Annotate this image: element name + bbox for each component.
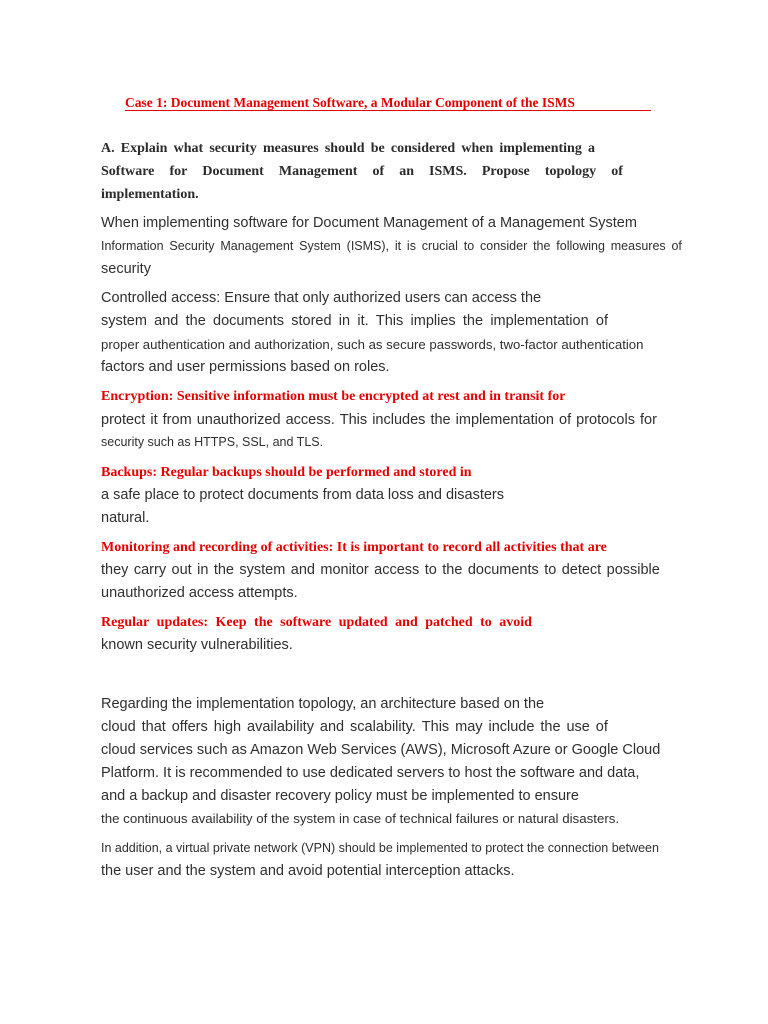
word: System [299,239,341,253]
word: and [290,562,315,578]
word: Explain [120,141,168,156]
word: considered [390,141,456,156]
word: unauthorized [196,412,281,428]
word: Security [169,239,215,253]
word: and [154,313,179,329]
word: stored [291,313,332,329]
word: access. [285,412,335,428]
word: Management [220,239,294,253]
word: of [559,412,572,428]
word: system [239,562,286,578]
word: of [372,164,385,179]
word: it [150,412,158,428]
question-line-2 [101,165,623,179]
encryption-heading: Encryption: Sensitive information must be encrypted at rest and in transit for [101,389,566,404]
word: implementation [455,412,554,428]
word: and [395,615,418,630]
backups-line-2: natural. [101,510,150,526]
word: it [394,239,402,253]
word: documents [467,562,539,578]
controlled-access-line-2 [101,314,608,329]
word: Management [278,164,358,179]
intro-line-2 [101,240,682,253]
monitoring-heading: Monitoring and recording of activities: It is important to record all activities that are [101,540,607,555]
topology-line-1: Regarding the implementation topology, an architecture based on the [101,696,545,712]
word: software [280,615,332,630]
word: to [463,239,475,253]
word: should [324,141,365,156]
word: the [185,313,206,329]
word: may [455,719,483,735]
word: to [480,615,492,630]
word: of [595,719,608,735]
word: the [462,313,484,329]
word: avoid [499,615,532,630]
word: the [442,562,463,578]
word: updates: [156,615,209,630]
word: in [197,562,209,578]
monitoring-line-1 [101,563,660,578]
word: out [171,562,192,578]
word: is [406,239,416,253]
backups-line-1: a safe place to protect documents from data loss and disasters [101,487,504,503]
word: measures [610,239,666,253]
topology-line-6: the continuous availability of the system in case of technical failures or natural disasters. [101,811,620,826]
word: ISMS. [429,164,467,179]
topology-line-4: Platform. It is recommended to use dedicated servers to host the software and data, [101,765,640,781]
word: an [399,164,414,179]
word: This [375,313,404,329]
word: Information [101,239,164,253]
word: A. [101,141,115,156]
question-line-3: implementation. [101,187,199,202]
controlled-access-line-3: proper authentication and authorization, such as secure passwords, two-factor authentication [101,337,644,352]
word: Software [101,164,155,179]
word: patched [425,615,473,630]
word: in [338,313,351,329]
word: the [533,239,551,253]
word: security [209,141,257,156]
word: topology [544,164,597,179]
word: updated [338,615,388,630]
word: implementation [490,313,589,329]
word: the [430,412,451,428]
controlled-access-line-4: factors and user permissions based on roles. [101,359,390,375]
word: the [254,615,273,630]
word: Keep [215,615,247,630]
word: carry [133,562,167,578]
topology-line-3: cloud services such as Amazon Web Services (AWS), Microsoft Azure or Google Cloud [101,742,661,758]
vpn-line-2: the user and the system and avoid potential interception attacks. [101,863,515,879]
word: the [540,719,561,735]
word: be [370,141,385,156]
word: of [671,239,682,253]
word: Propose [481,164,530,179]
word: of [595,313,608,329]
word: Document [202,164,264,179]
word: includes [372,412,426,428]
word: to [544,562,557,578]
word: cloud [101,719,136,735]
word: for [169,164,188,179]
word: that [141,719,166,735]
word: when [461,141,494,156]
word: This [339,412,368,428]
word: for [640,412,657,428]
topology-line-5: and a backup and disaster recovery policy must be implemented to ensure [101,788,579,804]
word: the [213,562,234,578]
word: and [319,719,345,735]
encryption-line-2: security such as HTTPS, SSL, and TLS. [101,435,324,449]
word: protocols [576,412,635,428]
case-title: Case 1: Document Management Software, a Modular Component of the ISMS [125,96,651,111]
word: system [101,313,147,329]
word: include [488,719,535,735]
word: possible [606,562,660,578]
word: This [421,719,450,735]
word: offers [171,719,208,735]
word: access [374,562,420,578]
intro-line-3: security [101,261,151,277]
word: availability [247,719,314,735]
word: documents [213,313,284,329]
vpn-line-1: In addition, a virtual private network (VPN) should be implemented to protect the connection between [101,841,659,855]
word: following [556,239,605,253]
word: protect [101,412,146,428]
encryption-line-1 [101,413,657,428]
word: implies [410,313,456,329]
word: they [101,562,129,578]
updates-heading [101,616,532,630]
word: scalability. [350,719,416,735]
updates-line-1: known security vulnerabilities. [101,637,293,653]
word: of [611,164,623,179]
question-line-1 [101,142,595,156]
word: it. [357,313,369,329]
word: Regular [101,615,150,630]
word: consider [480,239,528,253]
word: to [424,562,437,578]
word: use [566,719,590,735]
word: what [173,141,204,156]
word: implementing [499,141,582,156]
word: detect [561,562,602,578]
topology-line-2 [101,720,608,735]
monitoring-line-2: unauthorized access attempts. [101,585,298,601]
word: monitor [320,562,369,578]
word: measures [262,141,319,156]
word: crucial [421,239,458,253]
word: a [588,141,595,156]
backups-heading: Backups: Regular backups should be performed and stored in [101,465,472,480]
word: high [213,719,242,735]
word: (ISMS), [346,239,390,253]
intro-line-1: When implementing software for Document Management of a Management System [101,215,637,231]
word: from [162,412,192,428]
controlled-access-line-1: Controlled access: Ensure that only authorized users can access the [101,290,542,306]
